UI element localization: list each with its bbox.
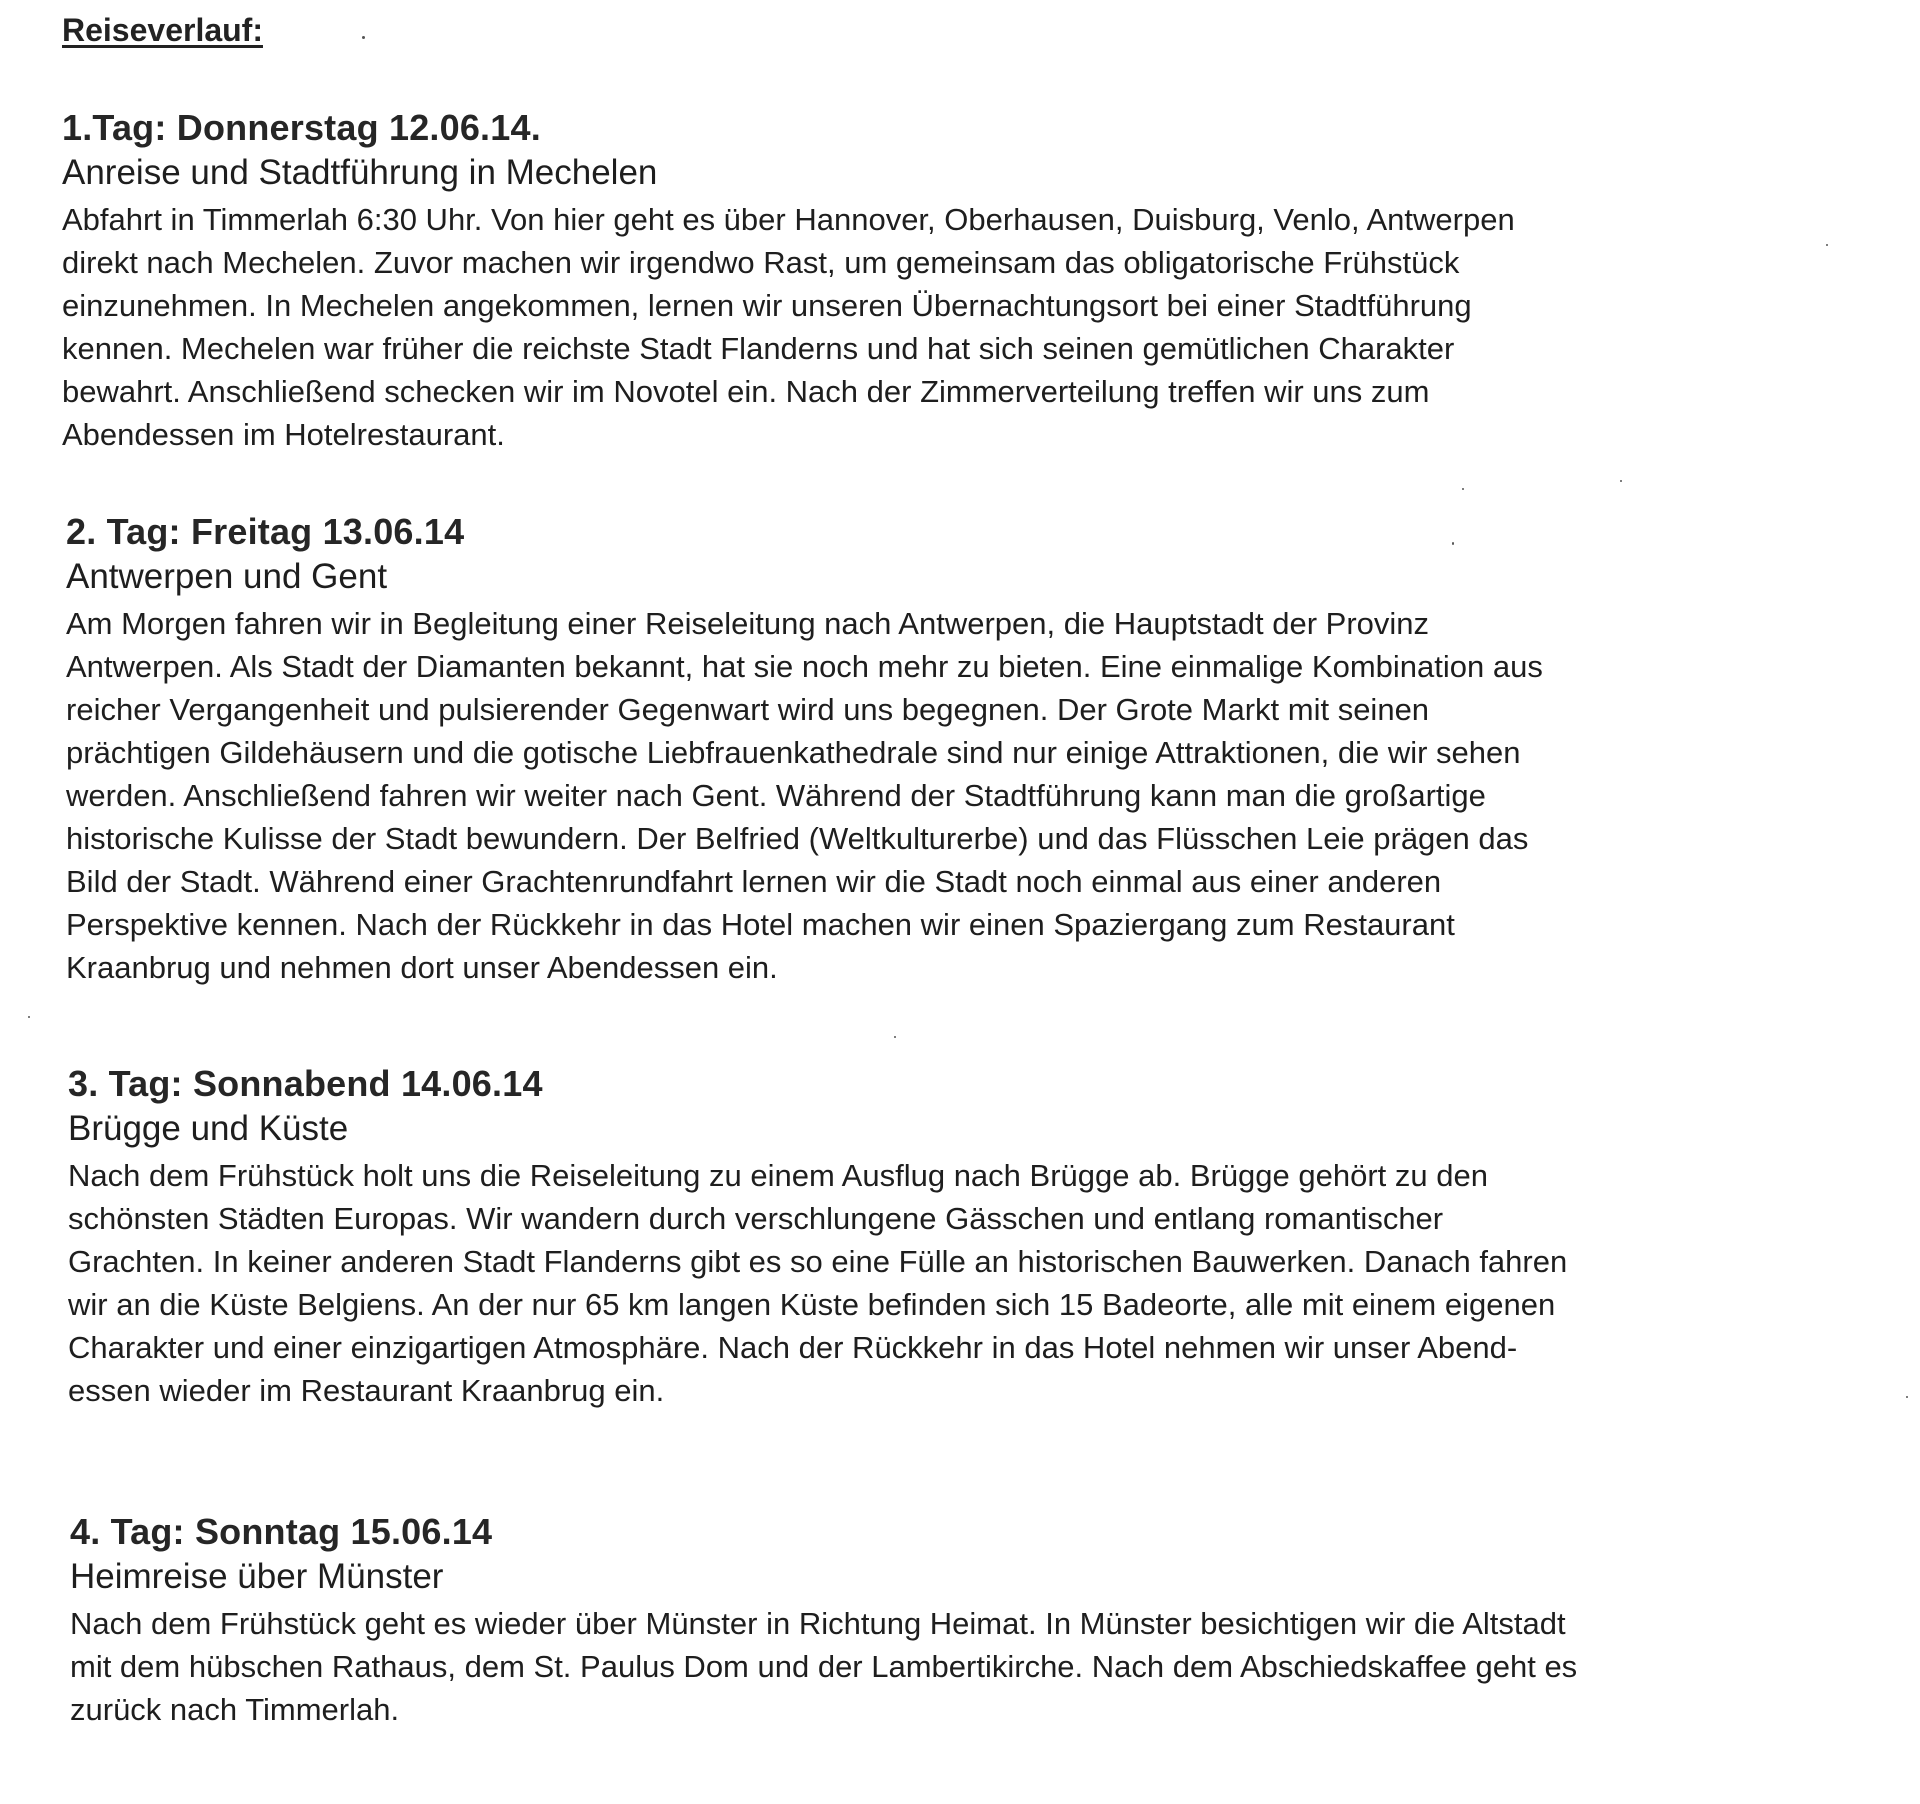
day-2-section (66, 510, 1896, 989)
day-3-section (68, 1062, 1898, 1412)
day-4-text: Nach dem Frühstück geht es wieder über Münster in Richtung Heimat. In Münster besichtigen wir die Altstadt mit dem hübschen Rathaus, dem St. Paulus Dom und der Lambertikirche. Nach dem Abschiedskaffee geht es zurück nach Timmerlah. (70, 1606, 1578, 1727)
day-2-heading: 2. Tag: Freitag 13.06.14 (66, 511, 465, 552)
scan-speck (362, 36, 365, 39)
day-3-heading: 3. Tag: Sonnabend 14.06.14 (68, 1063, 543, 1104)
scan-speck (1906, 1396, 1908, 1398)
document-title: Reiseverlauf: (62, 12, 263, 48)
day-3-text: Nach dem Frühstück holt uns die Reiseleitung zu einem Ausflug nach Brügge ab. Brügge gehört zu den schönsten Städten Europas. Wir wandern durch verschlungene Gässchen und entlang romantischer Grachten. In keiner anderen Stadt Flanderns gibt es so eine Fülle an historischen Bauwerken. Danach fahren wir an die Küste Belgiens. An der nur 65 km langen Küste befinden sich 15 Badeorte, alle mit einem eigenen Charakter und einer einzigartigen Atmosphäre. Nach der Rückkehr in das Hotel nehmen wir unser Abend- essen wieder im Restaurant Kraanbrug ein. (68, 1158, 1568, 1408)
day-2-text: Am Morgen fahren wir in Begleitung einer Reiseleitung nach Antwerpen, die Hauptstadt der Provinz Antwerpen. Als Stadt der Diamanten bekannt, hat sie noch mehr zu bieten. Eine einmalige Kombination aus reicher Vergangenheit und pulsierender Gegenwart wird uns begegnen. Der Grote Markt mit seinen prächtigen Gildehäusern und die gotische Liebfrauenkathedrale sind nur einige Attraktionen, die wir sehen werden. Anschließend fahren wir weiter nach Gent. Während der Stadtführung kann man die großartige historische Kulisse der Stadt bewundern. Der Belfried (Weltkulturerbe) und das Flüsschen Leie prägen das Bild der Stadt. Während einer Grachtenrundfahrt lernen wir die Stadt noch einmal aus einer anderen Perspektive kennen. Nach der Rückkehr in das Hotel machen wir einen Spaziergang zum Restaurant Kraanbrug und nehmen dort unser Abendessen ein. (66, 606, 1543, 985)
scan-speck (28, 1016, 30, 1018)
day-2-subtitle: Antwerpen und Gent (66, 557, 388, 596)
scan-speck (1620, 480, 1622, 482)
day-1-text: Abfahrt in Timmerlah 6:30 Uhr. Von hier geht es über Hannover, Oberhausen, Duisburg, Venlo, Antwerpen direkt nach Mechelen. Zuvor machen wir irgendwo Rast, um gemeinsam das obligatorische Frühstück einzunehmen. In Mechelen angekommen, lernen wir unseren Übernachtungsort bei einer Stadtführung kennen. Mechelen war früher die reichste Stadt Flanderns und hat sich seinen gemütlichen Charakter bewahrt. Anschließend schecken wir im Novotel ein. Nach der Zimmerverteilung treffen wir uns zum Abendessen im Hotelrestaurant. (62, 202, 1515, 452)
day-4-heading: 4. Tag: Sonntag 15.06.14 (70, 1511, 493, 1552)
day-3-subtitle: Brügge und Küste (68, 1109, 349, 1148)
day-1-section (62, 106, 1892, 456)
day-4-subtitle: Heimreise über Münster (70, 1557, 444, 1596)
scan-speck (1462, 488, 1464, 490)
day-1-subtitle: Anreise und Stadtführung in Mechelen (62, 153, 658, 192)
day-4-section (70, 1510, 1900, 1731)
scan-speck (894, 1036, 896, 1038)
scan-speck (1452, 542, 1454, 545)
scan-speck (1826, 244, 1828, 246)
day-1-heading: 1.Tag: Donnerstag 12.06.14. (62, 107, 541, 148)
